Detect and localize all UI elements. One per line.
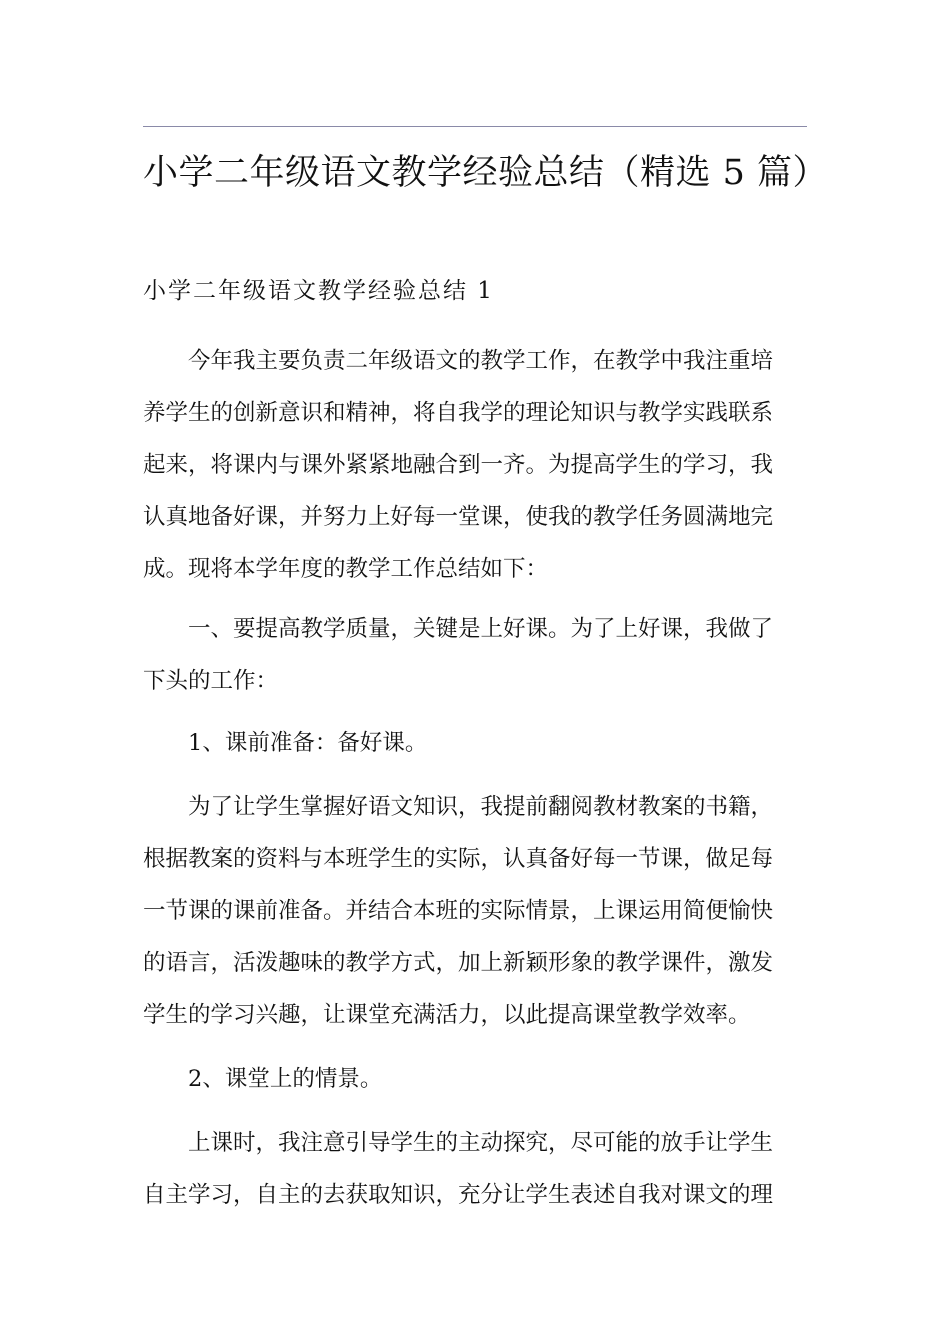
- paragraph-line: 养学生的创新意识和精神，将自我学的理论知识与教学实践联系: [143, 400, 774, 426]
- header-divider: [143, 126, 807, 127]
- paragraph-line: 学生的学习兴趣，让课堂充满活力，以此提高课堂教学效率。: [143, 1002, 751, 1028]
- paragraph-line: 2、课堂上的情景。: [143, 1066, 383, 1092]
- paragraph-line: 为了让学生掌握好语文知识，我提前翻阅教材教案的书籍，: [143, 794, 774, 820]
- paragraph-line: 根据教案的资料与本班学生的实际，认真备好每一节课，做足每: [143, 846, 774, 872]
- paragraph-line: 一、要提高教学质量，关键是上好课。为了上好课，我做了: [143, 616, 774, 642]
- document-title: 小学二年级语文教学经验总结（精选 5 篇）: [143, 153, 829, 193]
- paragraph: [143, 1117, 807, 1221]
- paragraph-line: 上课时，我注意引导学生的主动探究，尽可能的放手让学生: [143, 1130, 774, 1156]
- paragraph: [143, 603, 807, 707]
- paragraph-line: 认真地备好课，并努力上好每一堂课，使我的教学任务圆满地完: [143, 504, 774, 530]
- paragraph-line: 的语言，活泼趣味的教学方式，加上新颖形象的教学课件，激发: [143, 950, 774, 976]
- section-heading: 小学二年级语文教学经验总结 1: [143, 278, 494, 304]
- paragraph: [143, 781, 807, 1041]
- paragraph-line: 一节课的课前准备。并结合本班的实际情景，上课运用简便愉快: [143, 898, 774, 924]
- paragraph: [143, 335, 807, 595]
- paragraph-line: 1、课前准备：备好课。: [143, 730, 428, 756]
- paragraph-line: 今年我主要负责二年级语文的教学工作，在教学中我注重培: [143, 348, 774, 374]
- subheading-paragraph: [143, 1053, 807, 1105]
- paragraph-line: 成。现将本学年度的教学工作总结如下：: [143, 556, 549, 582]
- paragraph-line: 自主学习，自主的去获取知识，充分让学生表述自我对课文的理: [143, 1182, 774, 1208]
- paragraph-line: 起来，将课内与课外紧紧地融合到一齐。为提高学生的学习，我: [143, 452, 774, 478]
- paragraph-line: 下头的工作：: [143, 668, 279, 694]
- subheading-paragraph: [143, 717, 807, 769]
